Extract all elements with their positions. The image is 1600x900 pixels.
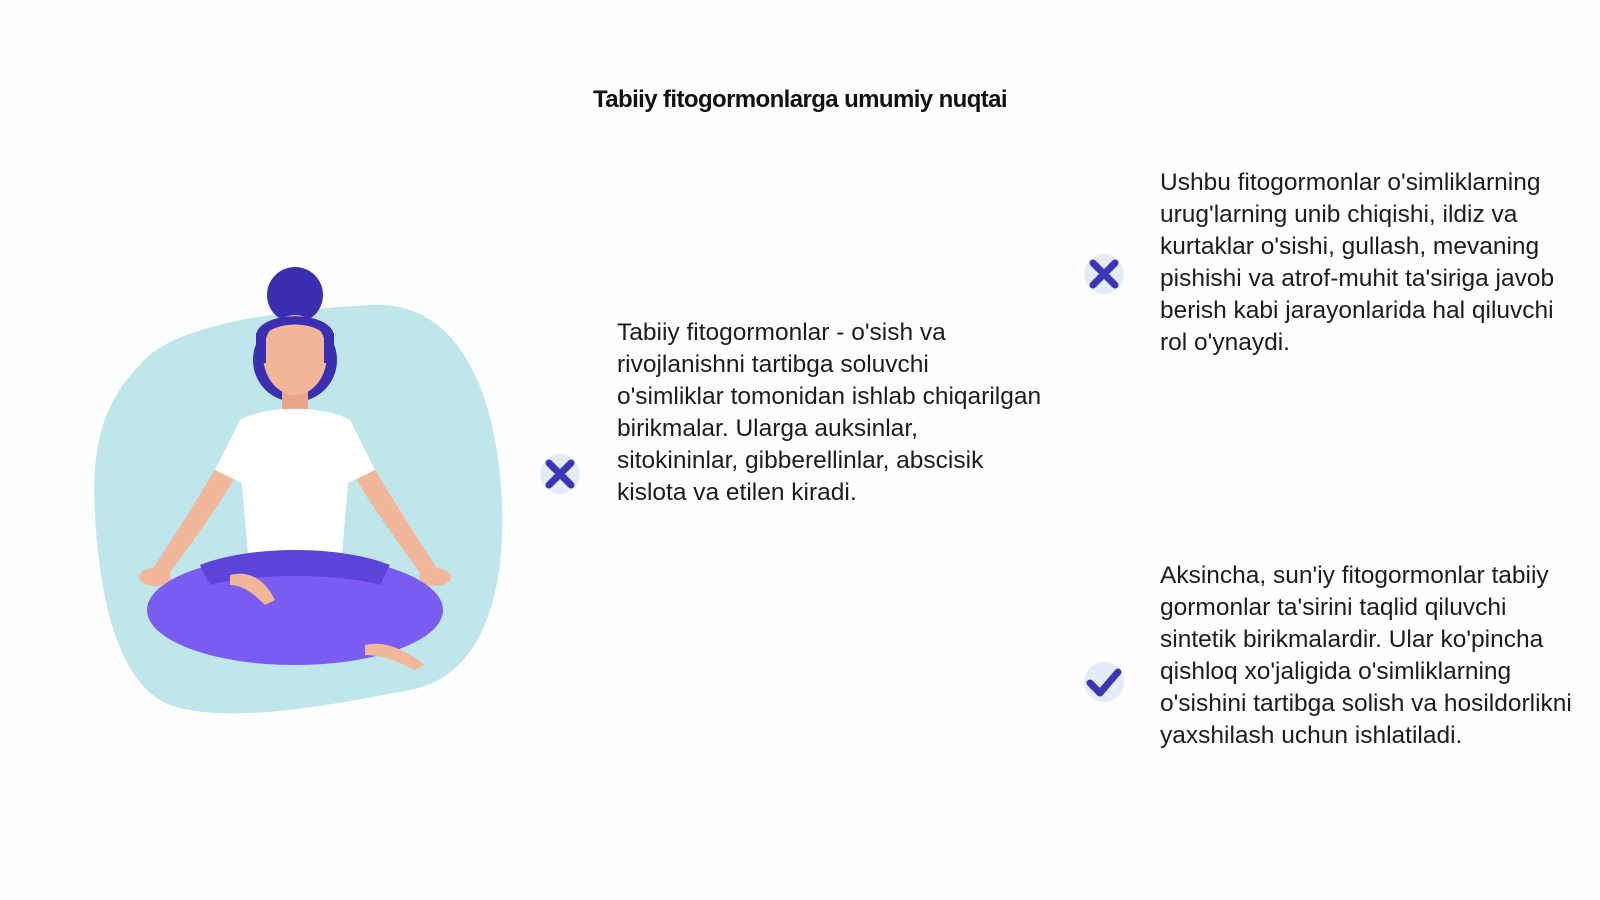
point-text-2: Ushbu fitogormonlar o'simliklarning urug'larning unib chiqishi, ildiz va kurtaklar o'sishi, gullash, mevaning pishishi va atrof-muhit ta'siriga javob berish kabi jarayonlarida hal qiluvchi rol o'ynaydi. [1160,169,1555,356]
point-text-1: Tabiiy fitogormonlar - o'sish va rivojlanishni tartibga soluvchi o'simliklar tomonidan ishlab chiqarilgan birikmalar. Ularga auksinlar, sitokininlar, gibberellinlar, abscisik kislota va etilen kiradi. [617,319,1042,506]
cross-icon [534,448,586,500]
slide-title: Tabiiy fitogormonlarga umumiy nuqtai [593,86,1007,113]
cross-icon [1078,248,1130,300]
checkmark-icon [1078,656,1130,708]
point-text-3: Aksincha, sun'iy fitogormonlar tabiiy gormonlar ta'sirini taqlid qiluvchi sintetik birikmalardir. Ular ko'pincha qishloq xo'jaligida o'simliklarning o'sishini tartibga solish va hosildorlikni yaxshilash uchun ishlatiladi. [1160,562,1572,749]
meditating-woman-illustration [80,255,520,735]
